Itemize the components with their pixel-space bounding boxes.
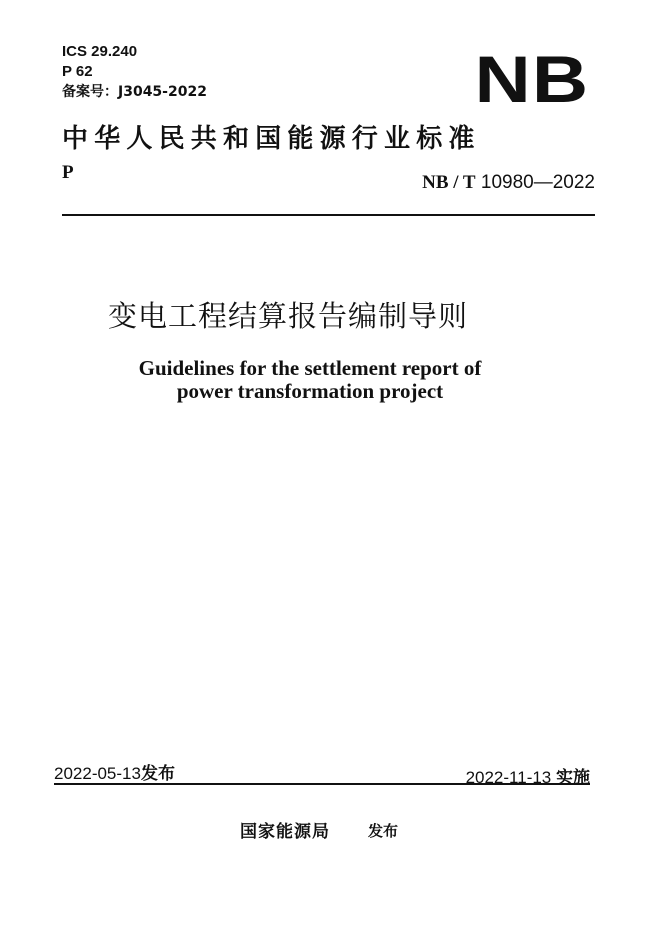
document-title-en-line2: power transformation project [176, 379, 444, 403]
filing-number: 备案号：J3045-2022 [62, 84, 207, 100]
implement-label: 实施 [556, 768, 590, 788]
issuer-title: 中华人民共和国能源行业标准 [62, 124, 481, 154]
standard-code: 10980—2022 [480, 172, 595, 193]
publisher-name: 国家能源局 [240, 822, 330, 842]
category-code: P 62 [62, 63, 93, 80]
top-divider [62, 214, 595, 216]
category-letter: P [62, 162, 74, 183]
standard-number [422, 172, 595, 194]
document-title-zh: 变电工程结算报告编制导则 [108, 299, 469, 333]
release-label: 发布 [140, 764, 175, 784]
release-date [54, 759, 175, 784]
standard-prefix: NB / T [422, 172, 476, 193]
nb-logo: NB [474, 42, 589, 116]
bottom-divider [54, 783, 590, 785]
release-date-value: 2022-05-13 [54, 764, 141, 783]
document-title-en-line1: Guidelines for the settlement report of [138, 356, 482, 380]
implement-date-value: 2022-11-13 [465, 768, 552, 787]
publish-verb: 发布 [368, 822, 399, 840]
ics-code: ICS 29.240 [62, 43, 138, 60]
